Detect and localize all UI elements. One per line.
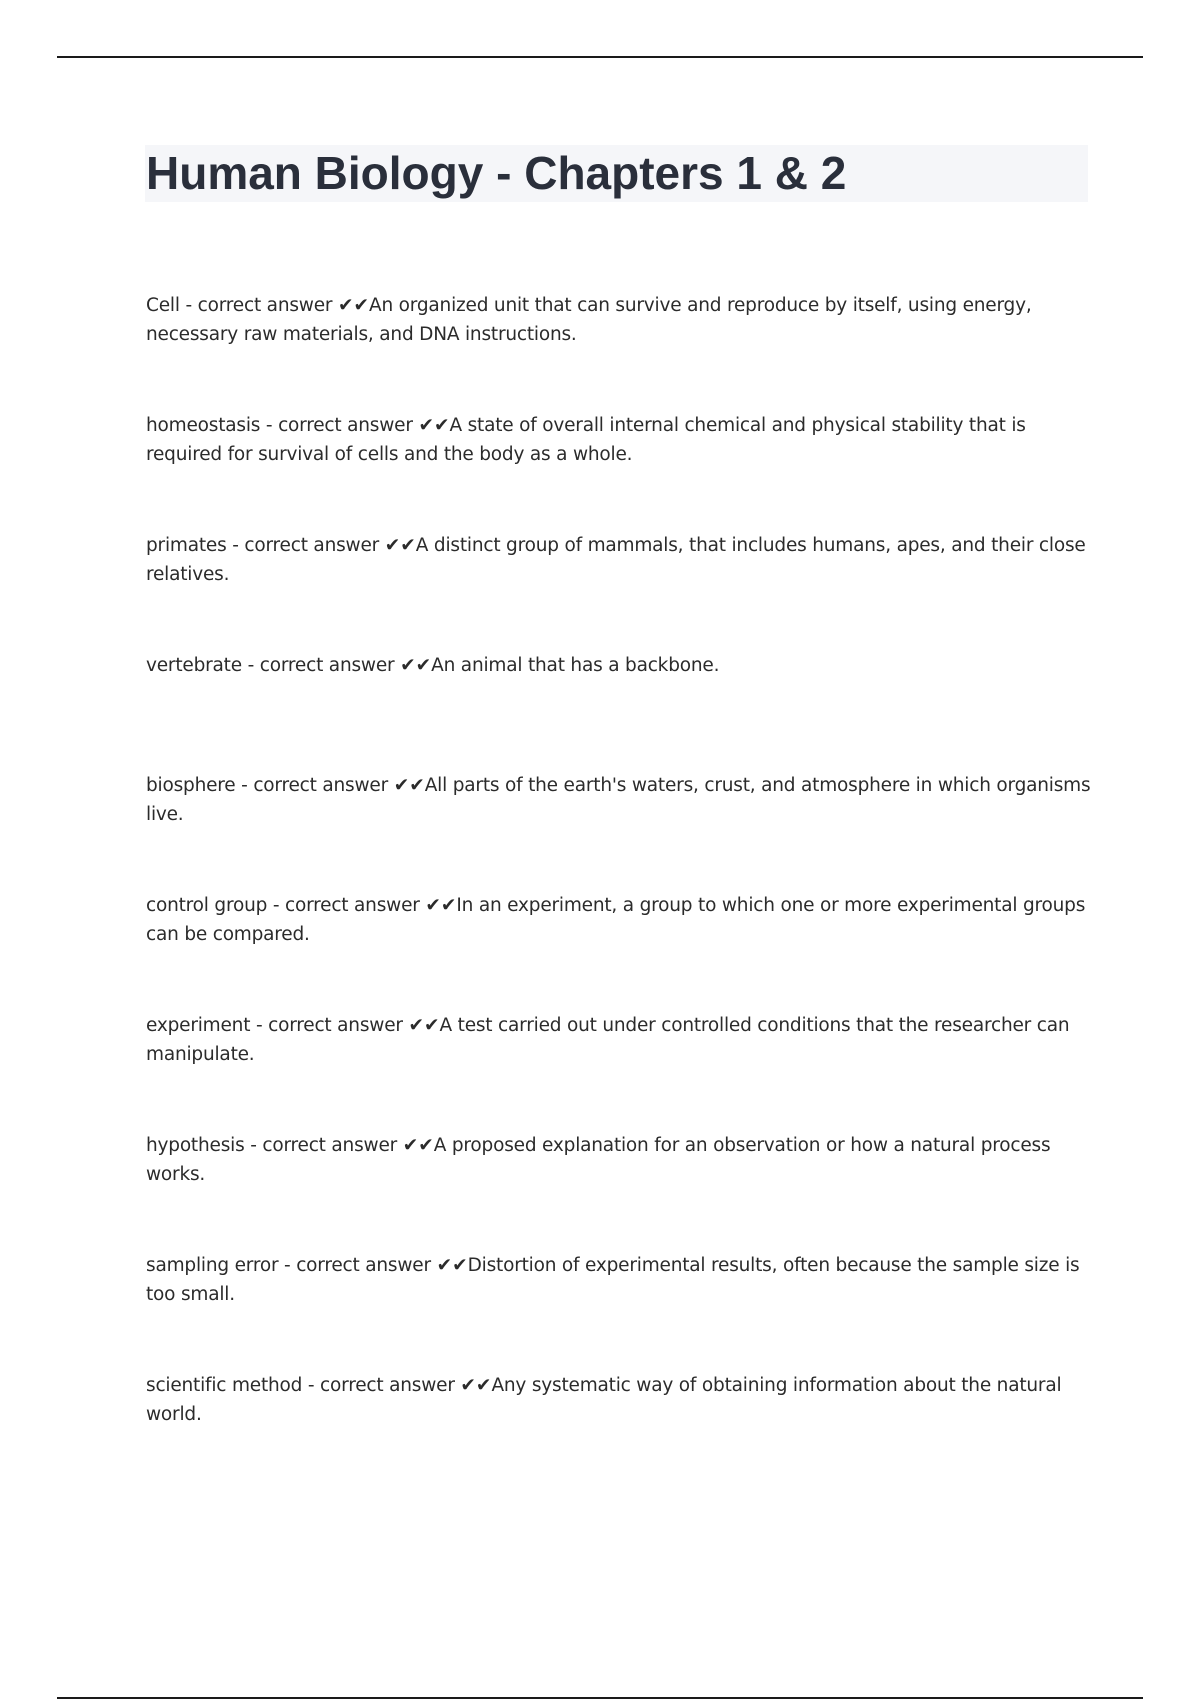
entry-definition: All parts of the earth's waters, crust, and atmosphere in which organisms live.: [146, 775, 1091, 825]
entry-separator: -: [302, 1375, 321, 1396]
entry-term: vertebrate: [146, 655, 242, 676]
entry-definition: A proposed explanation for an observation or how a natural process works.: [146, 1135, 1051, 1185]
flashcard-entry-scientific-method: [146, 1371, 1096, 1491]
document-title: Human Biology - Chapters 1 & 2: [146, 147, 847, 199]
entry-term: homeostasis: [146, 415, 261, 436]
entry-answer-label: correct answer: [278, 415, 413, 436]
entry-answer-label: correct answer: [253, 775, 389, 796]
flashcard-entry-hypothesis: [146, 1131, 1096, 1251]
entry-term: Cell: [146, 295, 180, 316]
entry-answer-label: correct answer: [197, 295, 333, 316]
double-check-icon: ✔✔: [384, 535, 416, 556]
entry-definition: In an experiment, a group to which one or more experimental groups can be compared.: [146, 895, 1086, 945]
entry-term: experiment: [146, 1015, 251, 1036]
bottom-rule: [57, 1697, 1143, 1699]
entry-answer-label: correct answer: [268, 1015, 403, 1036]
entry-definition: A distinct group of mammals, that includes humans, apes, and their close relatives.: [146, 535, 1086, 585]
flashcard-entry-control-group: [146, 891, 1096, 1011]
double-check-icon: ✔✔: [338, 295, 370, 316]
double-check-icon: ✔✔: [418, 415, 450, 436]
top-rule: [57, 56, 1143, 58]
entry-definition: A test carried out under controlled conditions that the researcher can manipulate.: [146, 1015, 1070, 1065]
double-check-icon: ✔✔: [436, 1255, 468, 1276]
entry-term: scientific method: [146, 1375, 303, 1396]
entry-separator: -: [250, 1015, 269, 1036]
double-check-icon: ✔✔: [393, 775, 425, 796]
flashcard-entry-biosphere: [146, 771, 1096, 891]
flashcard-entry-sampling-error: [146, 1251, 1096, 1371]
entry-term: primates: [146, 535, 227, 556]
flashcard-list: [146, 291, 1096, 1491]
entry-separator: -: [267, 895, 285, 916]
flashcard-entry-vertebrate: [146, 651, 1096, 771]
entry-separator: -: [260, 415, 279, 436]
entry-definition: An animal that has a backbone.: [431, 655, 720, 676]
double-check-icon: ✔✔: [460, 1375, 492, 1396]
entry-separator: -: [278, 1255, 297, 1276]
entry-answer-label: correct answer: [296, 1255, 431, 1276]
entry-term: hypothesis: [146, 1135, 245, 1156]
double-check-icon: ✔✔: [400, 655, 432, 676]
entry-answer-label: correct answer: [262, 1135, 398, 1156]
entry-separator: -: [235, 775, 254, 796]
double-check-icon: ✔✔: [425, 895, 457, 916]
entry-definition: Distortion of experimental results, often because the sample size is too small.: [146, 1255, 1080, 1305]
entry-separator: -: [226, 535, 245, 556]
entry-term: biosphere: [146, 775, 236, 796]
entry-separator: -: [244, 1135, 263, 1156]
entry-separator: -: [241, 655, 260, 676]
flashcard-entry-homeostasis: [146, 411, 1096, 531]
entry-term: control group: [146, 895, 268, 916]
entry-definition: A state of overall internal chemical and physical stability that is required for survival of cells and the body as a whole.: [146, 415, 1026, 465]
entry-answer-label: correct answer: [259, 655, 395, 676]
entry-answer-label: correct answer: [244, 535, 380, 556]
double-check-icon: ✔✔: [402, 1135, 434, 1156]
entry-definition: An organized unit that can survive and reproduce by itself, using energy, necessary raw materials, and DNA instructions.: [146, 295, 1032, 345]
entry-term: sampling error: [146, 1255, 279, 1276]
flashcard-entry-primates: [146, 531, 1096, 651]
flashcard-entry-experiment: [146, 1011, 1096, 1131]
entry-separator: -: [179, 295, 198, 316]
entry-answer-label: correct answer: [320, 1375, 455, 1396]
entry-answer-label: correct answer: [284, 895, 420, 916]
entry-definition: Any systematic way of obtaining information about the natural world.: [146, 1375, 1062, 1425]
flashcard-entry-cell: [146, 291, 1096, 411]
double-check-icon: ✔✔: [408, 1015, 440, 1036]
